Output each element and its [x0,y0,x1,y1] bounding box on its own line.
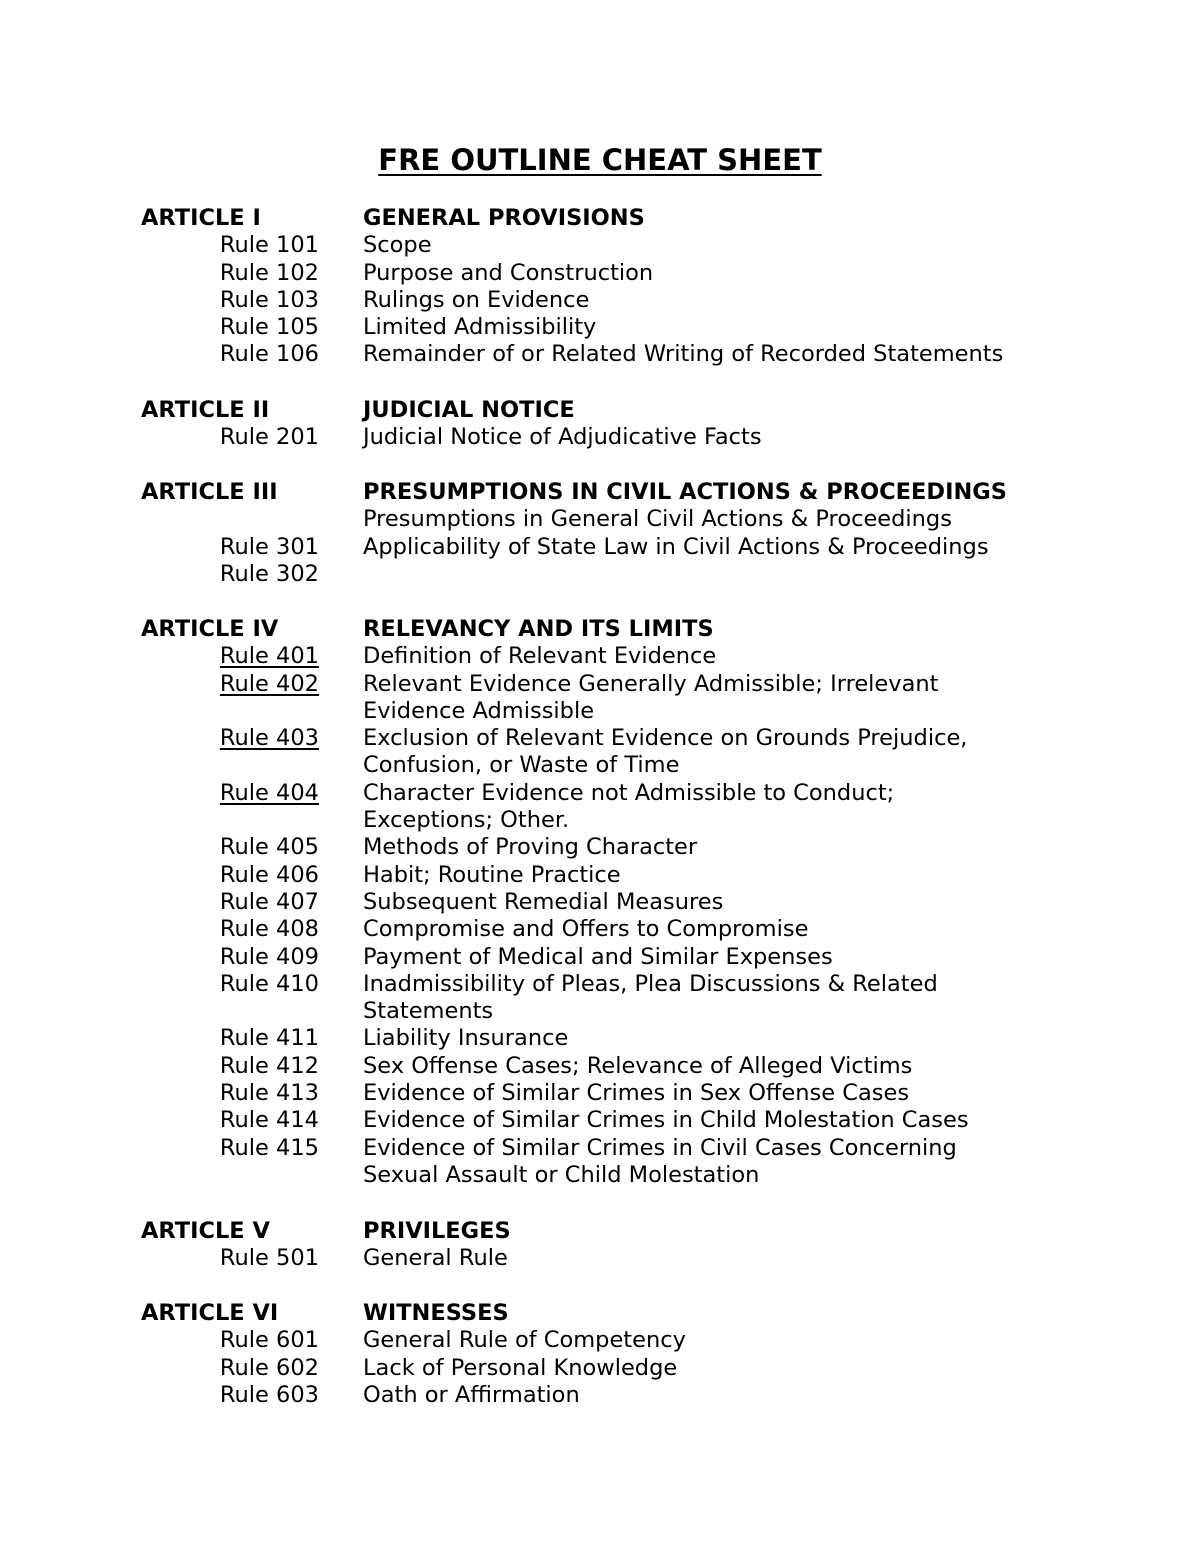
rule-number: Rule 410 [219,970,319,997]
rule-number: Rule 105 [219,314,319,341]
rule-description: Habit; Routine Practice [363,861,621,888]
rule-row [0,1107,1200,1134]
rule-description: Applicability of State Law in Civil Actions & Proceedings [363,533,989,560]
rule-row [0,260,1200,287]
rule-description: Exceptions; Other. [363,807,570,834]
article-section-5 [0,1218,1200,1273]
rule-number: Rule 601 [219,1327,319,1354]
rule-row [0,671,1200,698]
rule-number: Rule 603 [219,1381,319,1408]
page-title-text: FRE OUTLINE CHEAT SHEET [378,143,822,177]
article-section-2 [0,397,1200,452]
rule-description: Evidence of Similar Crimes in Child Molestation Cases [363,1107,969,1134]
rule-row [0,534,1200,561]
rule-row [0,752,1200,779]
rule-row [0,1162,1200,1189]
rule-row [0,232,1200,259]
rule-number: Rule 101 [219,232,319,259]
article-section-4 [0,616,1200,1189]
rule-row [0,643,1200,670]
rule-row [0,780,1200,807]
article-header [0,1218,1200,1245]
rule-description: Confusion, or Waste of Time [363,752,680,779]
article-heading: JUDICIAL NOTICE [363,397,575,423]
rule-row [0,944,1200,971]
rule-row [0,314,1200,341]
rule-description: Scope [363,232,432,259]
rule-number: Rule 301 [219,533,319,560]
rule-row [0,561,1200,588]
rule-row [0,287,1200,314]
article-header [0,616,1200,643]
rule-row [0,1382,1200,1409]
rule-number-link[interactable]: Rule 401 [219,643,319,670]
article-label: ARTICLE VI [141,1300,279,1326]
rule-description: Liability Insurance [363,1025,569,1052]
rule-description: Exclusion of Relevant Evidence on Grounds Prejudice, [363,725,968,752]
rule-description: Statements [363,998,494,1025]
rule-row [0,341,1200,368]
rule-number: Rule 414 [219,1107,319,1134]
rule-row [0,971,1200,998]
rule-number: Rule 602 [219,1354,319,1381]
rule-description: Inadmissibility of Pleas, Plea Discussions & Related [363,970,938,997]
rule-number: Rule 409 [219,943,319,970]
article-heading: PRESUMPTIONS IN CIVIL ACTIONS & PROCEEDINGS [363,479,1007,505]
rule-number: Rule 405 [219,834,319,861]
article-heading: RELEVANCY AND ITS LIMITS [363,616,714,642]
rule-number-link[interactable]: Rule 404 [219,779,319,806]
rule-description: General Rule [363,1245,508,1272]
article-header [0,205,1200,232]
article-heading: PRIVILEGES [363,1218,511,1244]
rule-row [0,1025,1200,1052]
rule-number: Rule 406 [219,861,319,888]
rule-description: Definition of Relevant Evidence [363,643,717,670]
article-section-1 [0,205,1200,369]
rule-description: Sex Offense Cases; Relevance of Alleged Victims [363,1052,913,1079]
rule-number: Rule 501 [219,1245,319,1272]
rule-number: Rule 407 [219,888,319,915]
article-section-3 [0,479,1200,588]
rule-row [0,998,1200,1025]
article-heading: WITNESSES [363,1300,509,1326]
article-label: ARTICLE III [141,479,278,505]
rule-description: Compromise and Offers to Compromise [363,916,809,943]
article-section-6 [0,1300,1200,1409]
rule-number: Rule 302 [219,560,319,587]
rule-row [0,725,1200,752]
article-label: ARTICLE V [141,1218,270,1244]
rule-row [0,807,1200,834]
article-label: ARTICLE II [141,397,270,423]
rule-description: Relevant Evidence Generally Admissible; Irrelevant [363,670,939,697]
rule-description: Presumptions in General Civil Actions & Proceedings [363,506,952,533]
article-header [0,479,1200,506]
rule-row [0,424,1200,451]
rule-description: Judicial Notice of Adjudicative Facts [363,424,762,451]
rule-number-link[interactable]: Rule 403 [219,725,319,752]
rule-description: Evidence Admissible [363,697,595,724]
rule-row [0,1327,1200,1354]
rule-description: Evidence of Similar Crimes in Sex Offense Cases [363,1080,910,1107]
rule-row [0,1245,1200,1272]
rule-row [0,834,1200,861]
rule-description: Lack of Personal Knowledge [363,1354,678,1381]
rule-number-link[interactable]: Rule 402 [219,670,319,697]
rule-row [0,1080,1200,1107]
rule-number: Rule 413 [219,1080,319,1107]
article-header [0,397,1200,424]
rule-description: Subsequent Remedial Measures [363,888,724,915]
rule-row [0,862,1200,889]
page-title [0,141,1200,179]
rule-description: Payment of Medical and Similar Expenses [363,943,833,970]
article-header [0,1300,1200,1327]
rule-row [0,1053,1200,1080]
rule-row [0,1355,1200,1382]
rule-row [0,889,1200,916]
article-label: ARTICLE I [141,205,261,231]
rule-row [0,698,1200,725]
rule-description: Evidence of Similar Crimes in Civil Cases Concerning [363,1134,957,1161]
rule-description: Remainder of or Related Writing of Recorded Statements [363,341,1004,368]
rule-description: Character Evidence not Admissible to Conduct; [363,779,895,806]
rule-row [0,916,1200,943]
rule-number: Rule 408 [219,916,319,943]
rule-description: Sexual Assault or Child Molestation [363,1161,760,1188]
rule-description: Oath or Affirmation [363,1381,580,1408]
rule-row [0,506,1200,533]
rule-number: Rule 411 [219,1025,319,1052]
rule-description: Methods of Proving Character [363,834,698,861]
article-heading: GENERAL PROVISIONS [363,205,645,231]
article-label: ARTICLE IV [141,616,279,642]
rule-number: Rule 412 [219,1052,319,1079]
rule-number: Rule 102 [219,259,319,286]
rule-number: Rule 415 [219,1134,319,1161]
rule-number: Rule 201 [219,424,319,451]
rule-description: Purpose and Construction [363,259,654,286]
rule-number: Rule 103 [219,286,319,313]
rule-number: Rule 106 [219,341,319,368]
rule-description: Rulings on Evidence [363,286,590,313]
rule-description: General Rule of Competency [363,1327,686,1354]
rule-description: Limited Admissibility [363,314,597,341]
rule-row [0,1135,1200,1162]
